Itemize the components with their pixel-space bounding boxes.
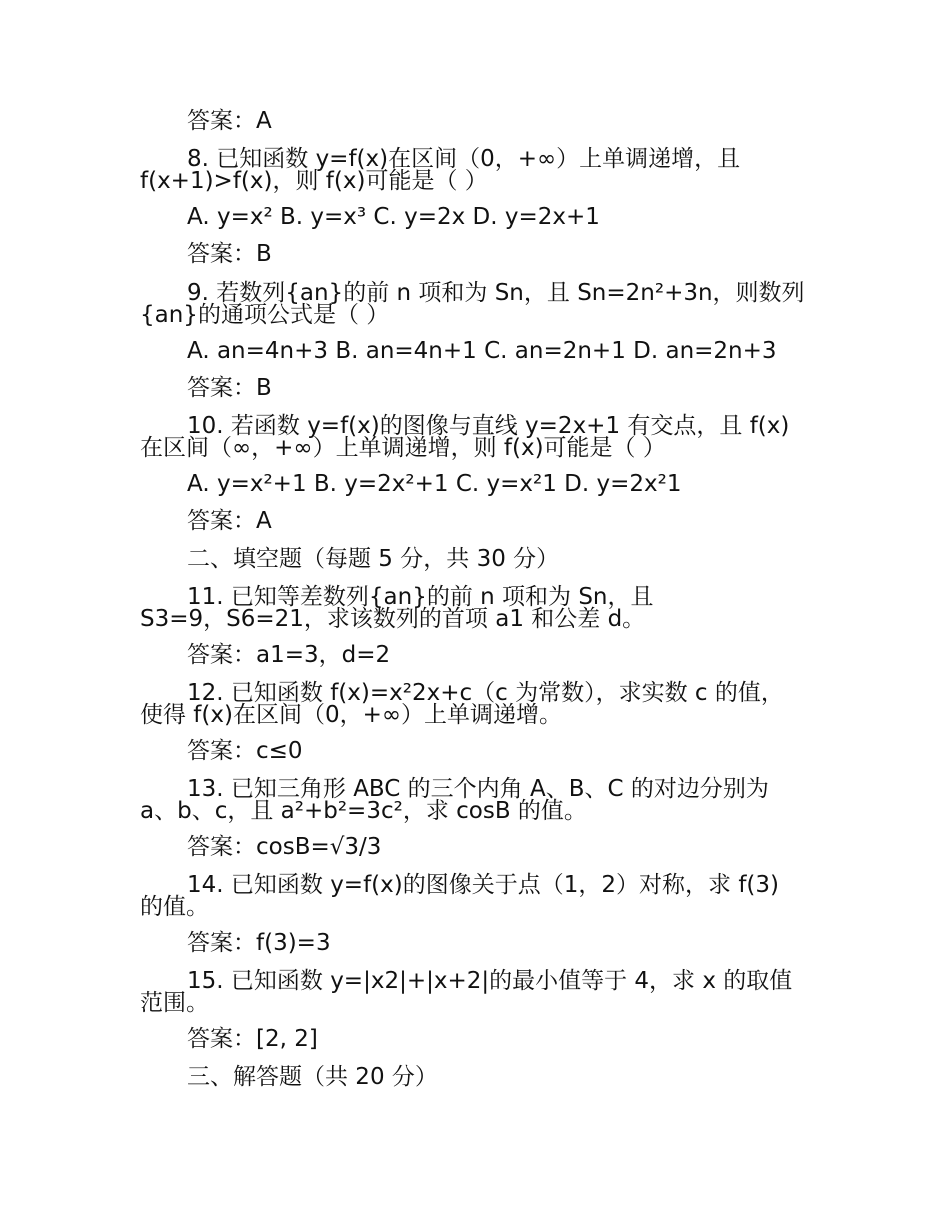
question-11-line-2: S3=9，S6=21，求该数列的首项 a1 和公差 d。	[140, 606, 646, 632]
answer-11: 答案：a1=3，d=2	[187, 642, 391, 668]
question-13-line-2: a、b、c，且 a²+b²=3c²，求 cosB 的值。	[140, 798, 587, 824]
question-10-line-1: 10. 若函数 y=f(x)的图像与直线 y=2x+1 有交点，且 f(x)	[187, 413, 790, 439]
question-8-options: A. y=x² B. y=x³ C. y=2x D. y=2x+1	[187, 204, 600, 230]
question-15-line-1: 15. 已知函数 y=|x2|+|x+2|的最小值等于 4，求 x 的取值	[187, 968, 793, 994]
section-heading-solutions: 三、解答题（共 20 分）	[187, 1064, 438, 1090]
answer-14: 答案：f(3)=3	[187, 930, 331, 956]
question-9-options: A. an=4n+3 B. an=4n+1 C. an=2n+1 D. an=2n+3	[187, 338, 777, 364]
question-9-line-1: 9. 若数列{an}的前 n 项和为 Sn，且 Sn=2n²+3n，则数列	[187, 280, 805, 306]
question-8-line-2: f(x+1)>f(x)，则 f(x)可能是（ ）	[140, 168, 488, 194]
question-14-line-2: 的值。	[140, 894, 209, 920]
question-12-line-2: 使得 f(x)在区间（0，+∞）上单调递增。	[140, 702, 563, 728]
answer-9: 答案：B	[187, 375, 272, 401]
answer-10: 答案：A	[187, 508, 272, 534]
answer-12: 答案：c≤0	[187, 738, 303, 764]
question-14-line-1: 14. 已知函数 y=f(x)的图像关于点（1，2）对称，求 f(3)	[187, 872, 779, 898]
question-15-line-2: 范围。	[140, 990, 209, 1016]
question-8-line-1: 8. 已知函数 y=f(x)在区间（0，+∞）上单调递增，且	[187, 146, 741, 172]
question-10-options: A. y=x²+1 B. y=2x²+1 C. y=x²1 D. y=2x²1	[187, 471, 682, 497]
section-heading-fill-in: 二、填空题（每题 5 分，共 30 分）	[187, 546, 560, 572]
answer-7: 答案：A	[187, 108, 272, 134]
question-10-line-2: 在区间（∞，+∞）上单调递增，则 f(x)可能是（ ）	[140, 435, 666, 461]
question-12-line-1: 12. 已知函数 f(x)=x²2x+c（c 为常数），求实数 c 的值，	[187, 680, 784, 706]
answer-8: 答案：B	[187, 241, 272, 267]
answer-15: 答案：[2, 2]	[187, 1026, 318, 1052]
question-9-line-2: {an}的通项公式是（ ）	[140, 302, 390, 328]
question-13-line-1: 13. 已知三角形 ABC 的三个内角 A、B、C 的对边分别为	[187, 776, 769, 802]
answer-13: 答案：cosB=√3/3	[187, 834, 382, 860]
question-11-line-1: 11. 已知等差数列{an}的前 n 项和为 Sn，且	[187, 584, 654, 610]
